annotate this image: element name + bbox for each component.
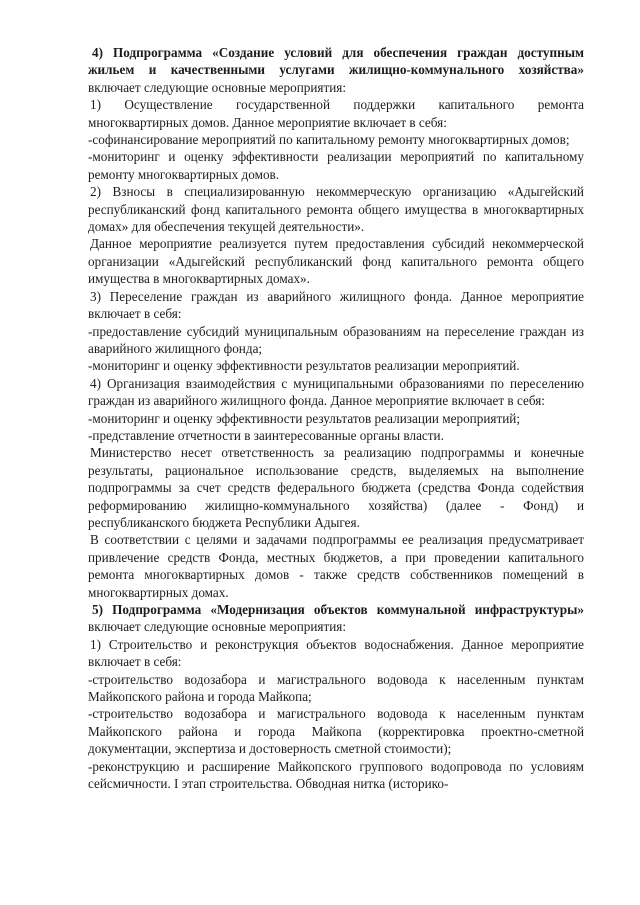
paragraph-lead: 5) (92, 602, 113, 617)
paragraph-subsidies-resettlement (88, 323, 584, 358)
paragraph-subprogram-5 (88, 601, 584, 636)
paragraph-lead: 4) (92, 45, 114, 60)
paragraph-text: 3) Переселение граждан из аварийного жилищного фонда. Данное мероприятие включает в себя: (88, 288, 584, 322)
paragraph-water-supply (88, 636, 584, 671)
paragraph-text: В соответствии с целями и задачами подпрограммы ее реализация предусматривает привлечение средств Фонда, местных бюджетов, а при проведении капитального ремонта многоквартирных домов - также средств собственников помещений в многоквартирных домах. (88, 532, 584, 600)
paragraph-text: 2) Взносы в специализированную некоммерческую организацию «Адыгейский республиканский фонд капитального ремонта общего имущества в многоквартирных домах» для обеспечения текущей деятельности». (88, 184, 584, 235)
paragraph-text: -мониторинг и оценку эффективности результатов реализации мероприятий. (88, 358, 520, 374)
paragraph-text: Данное мероприятие реализуется путем предоставления субсидий некоммерческой организации «Адыгейский республиканский фонд капитального ремонта общего имущества в многоквартирных домах». (88, 236, 584, 287)
paragraph-text: -представление отчетности в заинтересованные органы власти. (88, 427, 444, 443)
paragraph-text: -предоставление субсидий муниципальным образованиям на переселение граждан из аварийного жилищного фонда; (88, 323, 584, 356)
paragraph-text: -строительство водозабора и магистрального водовода к населенным пунктам Майкопского района и города Майкопа (корректировка проектно-сметной документации, экспертиза и достоверность сметной стоимости); (88, 706, 584, 757)
paragraph-water-intake (88, 671, 584, 706)
paragraph-text: -реконструкцию и расширение Майкопского группового водопровода по условиям сейсмичности. I этап строительства. Обводная нитка (историко- (88, 758, 584, 792)
paragraph-funding-sources (88, 531, 584, 601)
paragraph-text: включает следующие основные мероприятия: (88, 79, 347, 95)
document-body (88, 44, 584, 792)
subprogram-4-title: Подпрограмма «Создание условий для обеспечения граждан доступным жильем и качественными услугами жилищно-коммунального хозяйства» (88, 45, 584, 78)
paragraph-text: -строительство водозабора и магистрального водовода к населенным пунктам Майкопского района и города Майкопа; (88, 671, 584, 705)
paragraph-monitoring-results (88, 357, 584, 374)
paragraph-subprogram-4 (88, 44, 584, 96)
paragraph-monitoring-results-2 (88, 410, 584, 427)
paragraph-reporting (88, 427, 584, 444)
paragraph-reconstruction (88, 758, 584, 793)
paragraph-text: -мониторинг и оценку эффективности реализации мероприятий по капитальному ремонту многоквартирных домов. (88, 149, 584, 182)
paragraph-text: 1) Строительство и реконструкция объектов водоснабжения. Данное мероприятие включает в себя: (88, 636, 584, 670)
paragraph-text: -мониторинг и оценку эффективности результатов реализации мероприятий; (88, 410, 520, 426)
paragraph-item-3 (88, 288, 584, 323)
paragraph-ministry-responsibility (88, 444, 584, 531)
subprogram-5-title: Подпрограмма «Модернизация объектов коммунальной инфраструктуры» (112, 602, 584, 617)
paragraph-text: -софинансирование мероприятий по капитальному ремонту многоквартирных домов; (88, 132, 570, 148)
paragraph-text: Министерство несет ответственность за реализацию подпрограммы и конечные результаты, рациональное использование средств, выделяемых на выполнение подпрограммы за счет средств федерального бюджета (средства Фонда содействия реформированию жилищно-коммунального хозяйства) (далее - Фонд) и республиканского бюджета Республики Адыгея. (88, 445, 584, 530)
paragraph-item-2 (88, 183, 584, 235)
paragraph-subsidy-fund (88, 235, 584, 287)
paragraph-water-intake-correction (88, 705, 584, 757)
paragraph-text: 1) Осуществление государственной поддержки капитального ремонта многоквартирных домов. Данное мероприятие включает в себя: (88, 97, 584, 130)
paragraph-item-1 (88, 96, 584, 131)
paragraph-monitoring-repair (88, 148, 584, 183)
paragraph-text: 4) Организация взаимодействия с муниципальными образованиями по переселению граждан из аварийного жилищного фонда. Данное мероприятие включает в себя: (88, 375, 584, 409)
paragraph-text: включает следующие основные мероприятия: (88, 619, 347, 635)
paragraph-item-4 (88, 375, 584, 410)
paragraph-cofinancing (88, 131, 584, 148)
